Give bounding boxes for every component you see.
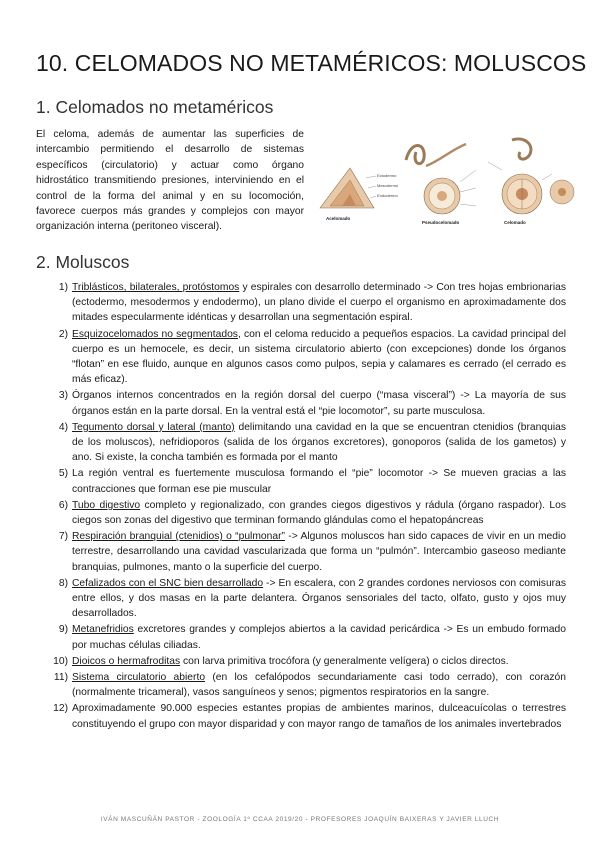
list-item (36, 701, 566, 731)
list-item-number: 2) (58, 328, 68, 340)
list-item-underlined: Cefalizados con el SNC bien desarrollado (72, 577, 264, 589)
list-item-body: , con el celoma reducido a pequeños espacios. La cavidad principal del cuerpo es un hemocele, es decir, un sistema circulatorio abierto (con excepciones) donde los órganos “flotan” en ese fluido, aunque en algunos casos como pulpos, sepia y calamares es cerrado (el cerrado es más eficaz). (72, 328, 566, 386)
celomado-section-small (550, 180, 574, 204)
list-item-underlined: Esquizocelomados no segmentados (72, 328, 238, 340)
list-item-body: y espirales con desarrollo determinado -> Con tres hojas embrionarias (ectodermo, mesodermos y endodermo), un plano divide el cuerpo el organismo en aproximadamente dos mitades especularmente idénticas y desarrollan una segmentación espiral. (72, 282, 566, 324)
list-item-number: 8) (58, 577, 68, 589)
list-item-text (72, 670, 566, 700)
list-item-text (72, 420, 566, 466)
list-item-body: delimitando una cavidad en la que se encuentran ctenidios (branquias de los moluscos), nefridioporos (salida de los órganos excretores), gonoporos (salida de los gametos) y ano. Si existe, la concha también es formada por el manto (72, 421, 567, 464)
list-item-underlined: Dioicos o hermafroditas (72, 655, 181, 667)
page-title: 10. CELOMADOS NO METAMÉRICOS: MOLUSCOS (36, 50, 587, 76)
list-item (36, 654, 566, 669)
list-item (36, 576, 566, 622)
list-item-number: 6) (58, 499, 68, 511)
list-item-text (72, 654, 566, 669)
list-item (36, 280, 566, 326)
list-item-body: excretores grandes y complejos abiertos a la cavidad pericárdica -> Es un embudo formado por muchas células ciliadas. (72, 624, 566, 651)
worm-drawings (406, 139, 531, 166)
figure-label-ectodermo: Ectodermo (377, 173, 397, 178)
list-item (36, 622, 566, 652)
page-footer: IVÁN MASCUÑÁN PASTOR - ZOOLOGÍA 1º CCAA 2019/20 - PROFESORES JOAQUÍN BAIXERAS Y JAVIER LLUCH (100, 816, 500, 823)
list-item-number: 11) (53, 672, 68, 684)
list-item (36, 327, 566, 388)
list-item-underlined: Tubo digestivo (72, 499, 141, 511)
list-item (36, 466, 566, 496)
list-item-body: (en los cefalópodos secundariamente casi todo cerrado), con corazón (normalmente tricameral), vasos sanguíneos y senos; pigmentos respiratorios en la sangre. (72, 672, 566, 699)
list-item-body: La región ventral es fuertemente musculosa formando el “pie” locomotor -> Se mueven gracias a las contracciones que forman ese pie muscular (72, 468, 566, 495)
list-item-number: 12) (53, 703, 68, 715)
list-item-body: con larva primitiva trocófora (y generalmente velígera) o ciclos directos. (180, 655, 509, 667)
list-item-text (72, 529, 566, 575)
list-item-number: 9) (58, 624, 68, 636)
figure-label-mesodermo: Mesodermo (377, 183, 399, 188)
list-item-number: 4) (58, 421, 68, 433)
body-cavity-figure (316, 130, 578, 235)
list-item-number: 3) (58, 390, 68, 402)
list-item (36, 420, 566, 466)
list-item-number: 10) (53, 655, 68, 667)
list-item (36, 529, 566, 575)
list-item-text (72, 327, 566, 388)
list-item-underlined: Sistema circulatorio abierto (72, 672, 206, 684)
pseudocelomado-diagram (422, 178, 460, 225)
figure-label-acelomado: Acelomado (326, 216, 351, 221)
list-item-body: Aproximadamente 90.000 especies estantes propias de ambientes marinos, dulceacuícolas o terrestres constituyendo el grupo con mayor disparidad y con mayor rango de tamaños de los animales invertebrados (72, 703, 566, 730)
list-item-body: completo y regionalizado, con grandes ciegos digestivos y rádula (órgano raspador). Los ciegos son zonas del digestivo que terminan formando glándulas como el hepatopáncreas (72, 499, 566, 527)
list-item-number: 7) (58, 531, 68, 543)
figure-label-pseudocelomado: Pseudocelomado (422, 220, 460, 225)
figure-label-celomado: Celomado (504, 220, 526, 225)
mollusc-characteristics-list (36, 280, 566, 733)
list-item-text (72, 576, 566, 622)
intro-paragraph: El celoma, además de aumentar las superficies de intercambio permitiendo el desarrollo de sistemas específicos (circulatorio) y actuar como órgano hidrostático transmitiendo presiones, interviniendo en el control de la forma del animal y en su locomoción, favorece cuerpos más grandes y complejos con mayor organización interna (peritoneo visceral). (36, 129, 304, 233)
list-item-text (72, 280, 566, 326)
celomado-diagram (502, 174, 542, 225)
list-item-text (72, 701, 566, 731)
list-item-number: 5) (58, 468, 68, 480)
list-item-number: 1) (58, 282, 68, 293)
figure-label-endodermo: Endodermo (377, 193, 398, 198)
section-heading-moluscos: 2. Moluscos (36, 252, 130, 272)
list-item-body: -> En escalera, con 2 grandes cordones nerviosos con comisuras entre ellos, y dos masas en la parte delantera. Órganos sensoriales del tacto, olfato, gusto y ojos muy desarrollados. (72, 577, 566, 620)
acelomado-diagram (320, 168, 399, 221)
list-item-text (72, 466, 566, 496)
list-item (36, 670, 566, 700)
list-item-text (72, 622, 566, 652)
list-item-body: Órganos internos concentrados en la región dorsal del cuerpo (“masa visceral”) -> La mayoría de sus órganos están en la parte dorsal. En la ventral está el “pie locomotor”, su parte musculosa. (72, 390, 566, 417)
list-item-text (72, 498, 566, 528)
list-item (36, 498, 566, 528)
list-item-underlined: Tegumento dorsal y lateral (manto) (72, 421, 235, 433)
list-item-text (72, 388, 566, 418)
section-heading-celomados: 1. Celomados no metaméricos (36, 97, 274, 117)
list-item-underlined: Respiración branquial (ctenidios) o “pulmonar” (72, 531, 285, 543)
list-item-underlined: Metanefridios (72, 624, 134, 636)
list-item (36, 388, 566, 418)
list-item-body: -> Algunos moluscos han sido capaces de vivir en un medio terrestre, desarrollando una cavidad vascularizada que forma un “pulmón”. Intercambio gaseoso mediante branquias, pulmones, manto o la superficie del cuerpo. (72, 531, 567, 573)
list-item-underlined: Triblásticos, bilaterales, protóstomos (72, 282, 240, 293)
